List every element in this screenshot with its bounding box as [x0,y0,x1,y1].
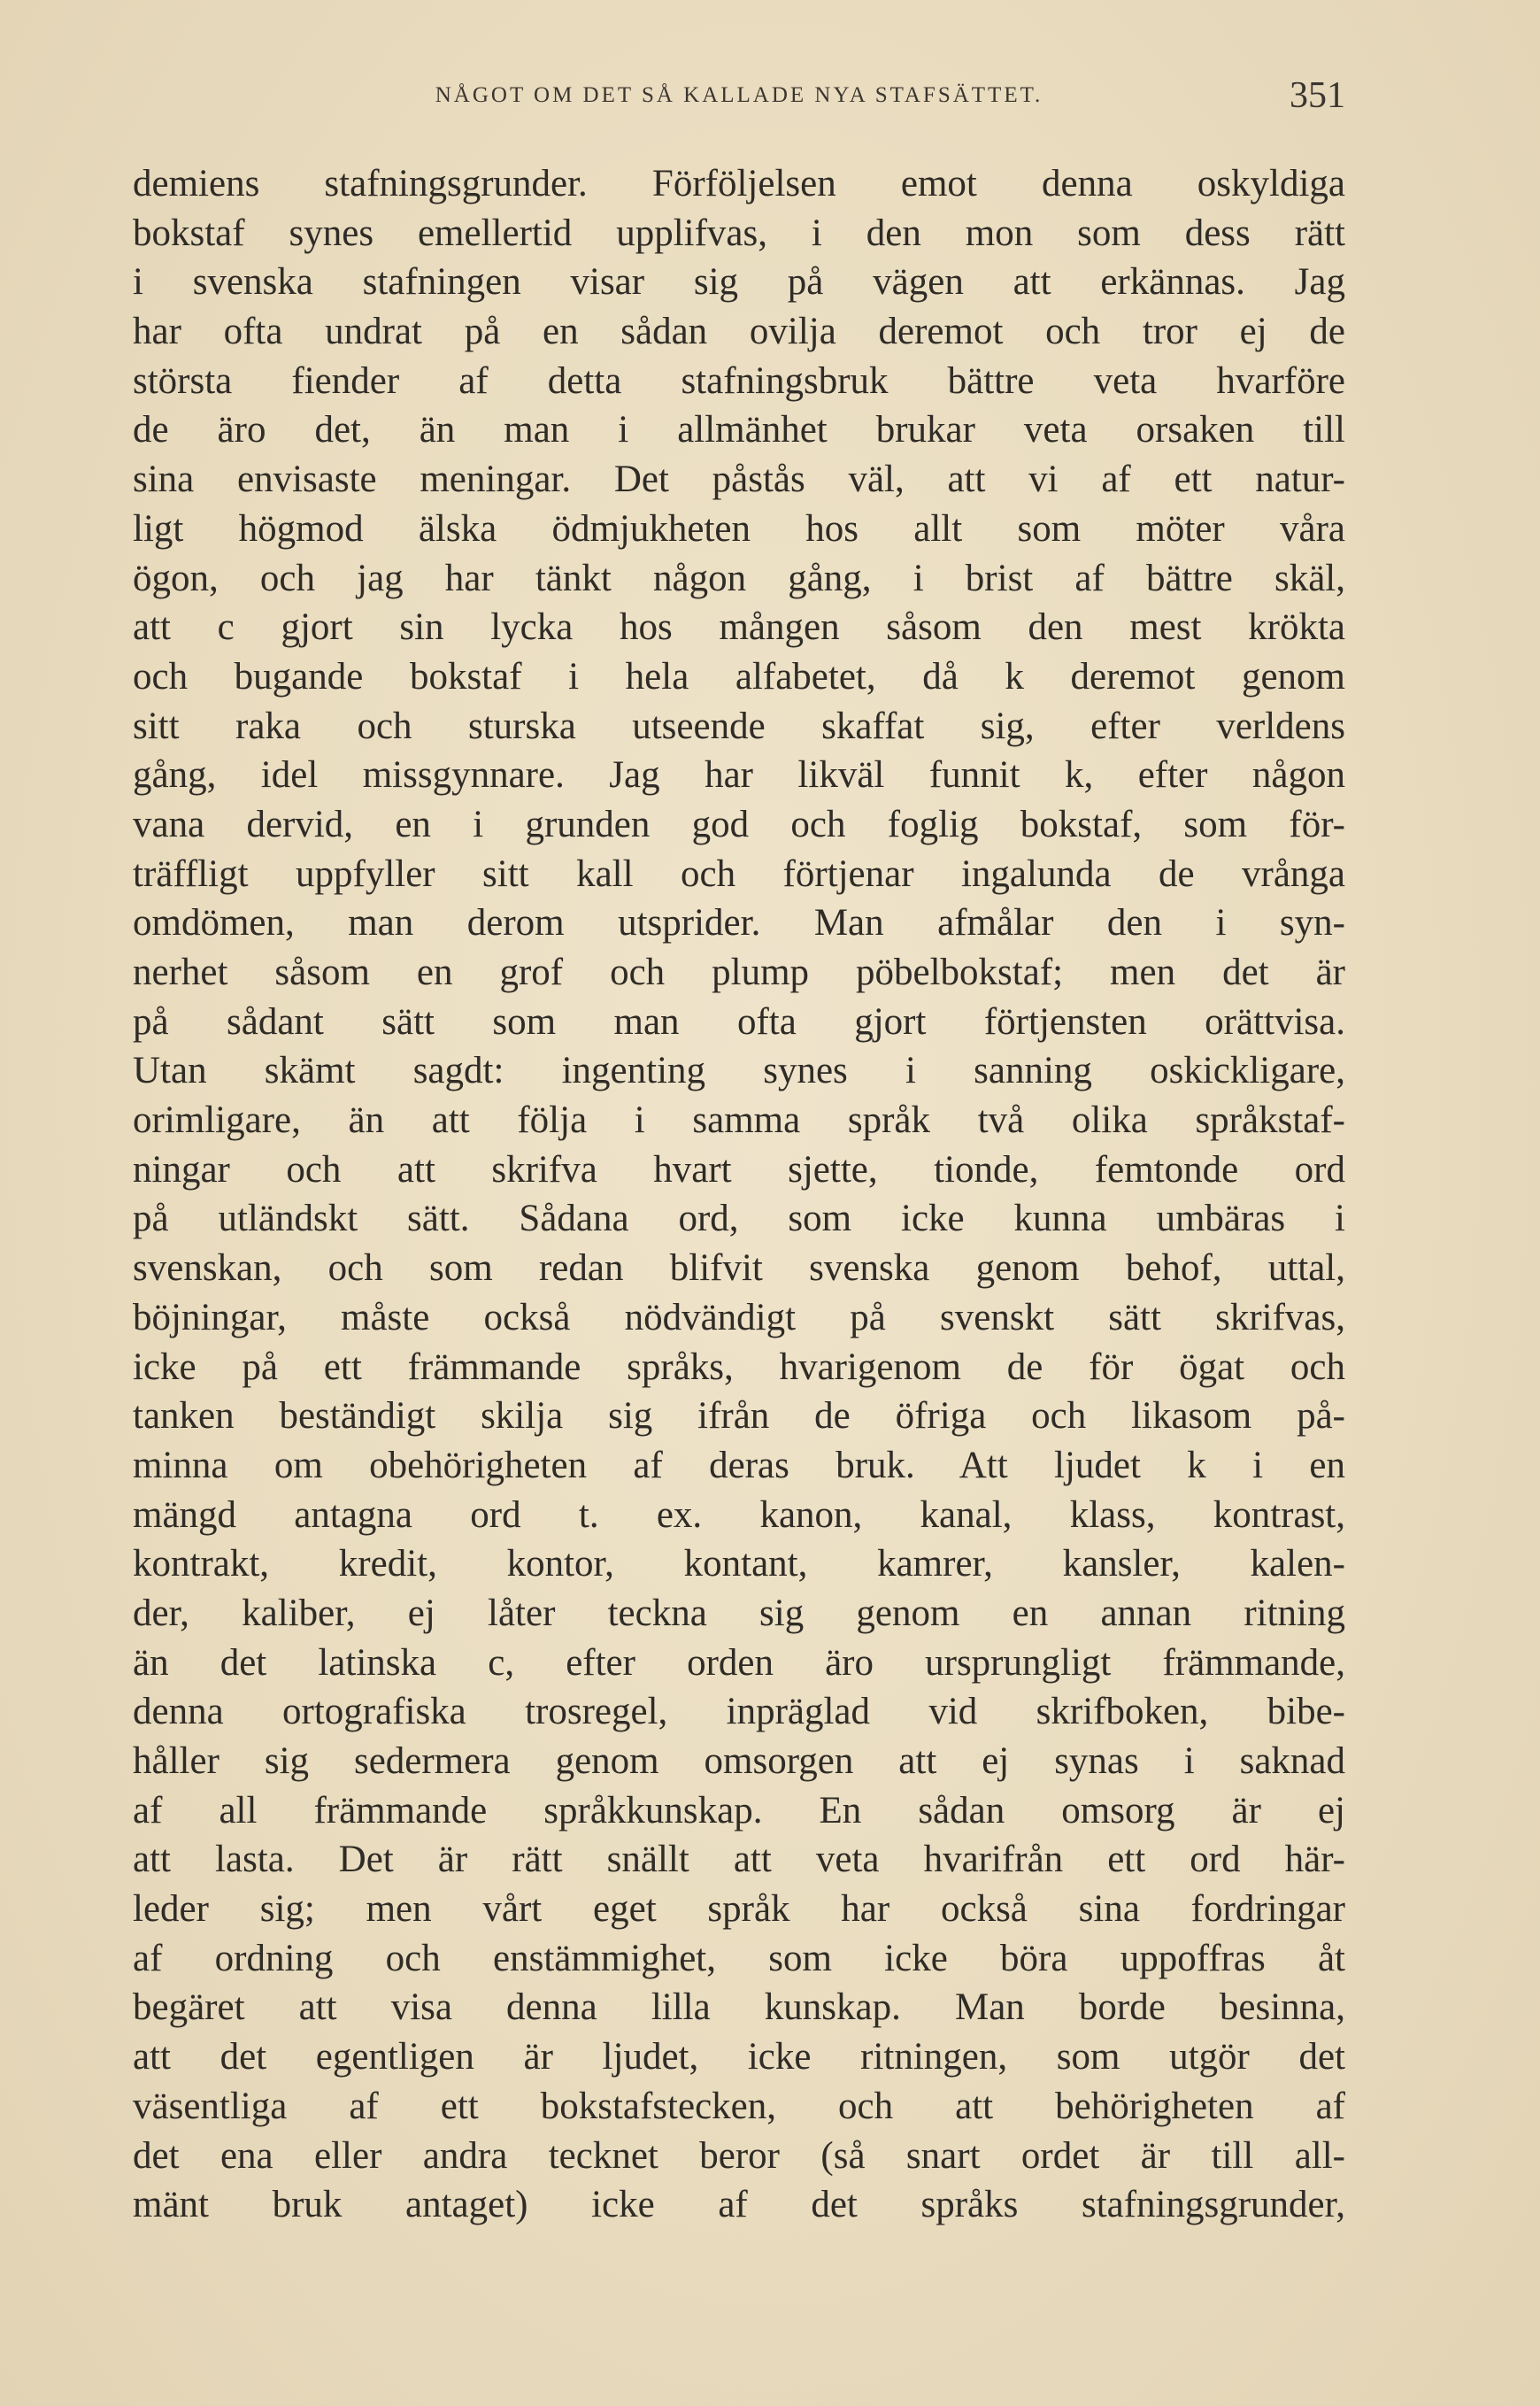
text-line: nerhet såsom en grof och plump pöbelbokstaf; men det är [133,952,1345,993]
text-line: än det latinska c, efter orden äro ursprungligt främmande, [133,1641,1345,1684]
text-line: ningar och att skrifva hvart sjette, tionde, femtonde ord [133,1148,1345,1191]
text-line: största fiender af detta stafningsbruk bättre veta hvarföre [133,359,1345,402]
text-line: i svenska stafningen visar sig på vägen att erkännas. Jag [133,261,1345,304]
text-line: minna om obehörigheten af deras bruk. Att ljudet k i en [133,1444,1345,1486]
text-line: bokstaf synes emellertid upplifvas, i den mon som dess rätt [133,212,1345,254]
text-line: på sådant sätt som man ofta gjort förtjensten orättvisa. [133,1000,1345,1043]
text-line: väsentliga af ett bokstafstecken, och att behörigheten af [133,2085,1345,2127]
text-line: och bugande bokstaf i hela alfabetet, då k deremot genom [133,655,1345,698]
text-line: begäret att visa denna lilla kunskap. Man borde besinna, [133,1986,1345,2029]
text-line: på utländskt sätt. Sådana ord, som icke kunna umbäras i [133,1198,1345,1240]
text-line: ligt högmod älska ödmjukheten hos allt som möter våra [133,507,1345,550]
text-line: mänt bruk antaget) icke af det språks stafningsgrunder, [133,2184,1345,2226]
text-line: sitt raka och sturska utseende skaffat sig, efter verldens [133,705,1345,747]
text-line: tanken beständigt skilja sig ifrån de öfriga och likasom på- [133,1395,1345,1438]
text-line: det ena eller andra tecknet beror (så snart ordet är till all- [133,2134,1345,2177]
text-line: omdömen, man derom utsprider. Man afmålar den i syn- [133,902,1345,945]
text-line: orimligare, än att följa i samma språk två olika språkstaf- [133,1099,1345,1142]
text-line: sina envisaste meningar. Det påstås väl, att vi af ett natur- [133,459,1345,501]
text-line: har ofta undrat på en sådan ovilja deremot och tror ej de [133,311,1345,353]
text-line: der, kaliber, ej låter teckna sig genom en annan ritning [133,1592,1345,1634]
text-line: de äro det, än man i allmänhet brukar veta orsaken till [133,409,1345,451]
text-line: af ordning och enstämmighet, som icke böra uppoffras åt [133,1937,1345,1979]
text-line: icke på ett främmande språks, hvarigenom de för ögat och [133,1346,1345,1388]
page-number: 351 [1290,75,1345,116]
text-line: denna ortografiska trosregel, inpräglad vid skrifboken, bibe- [133,1691,1345,1733]
text-line: kontrakt, kredit, kontor, kontant, kamrer, kansler, kalen- [133,1543,1345,1585]
text-line: demiens stafningsgrunder. Förföljelsen emot denna oskyldiga [133,163,1345,204]
text-line: Utan skämt sagdt: ingenting synes i sanning oskickligare, [133,1050,1345,1092]
text-line: att c gjort sin lycka hos mången såsom den mest krökta [133,606,1345,649]
text-line: leder sig; men vårt eget språk har också sina fordringar [133,1888,1345,1931]
text-line: mängd antagna ord t. ex. kanon, kanal, klass, kontrast, [133,1493,1345,1536]
text-line: vana dervid, en i grunden god och foglig bokstaf, som för- [133,803,1345,845]
text-line: håller sig sedermera genom omsorgen att ej synas i saknad [133,1740,1345,1782]
text-line: att det egentligen är ljudet, icke ritningen, som utgör det [133,2036,1345,2078]
page-header [133,74,1345,119]
text-line: att lasta. Det är rätt snällt att veta hvarifrån ett ord här- [133,1839,1345,1881]
body-text [133,159,1345,2230]
text-line: ögon, och jag har tänkt någon gång, i brist af bättre skäl, [133,557,1345,599]
running-title: NÅGOT OM DET SÅ KALLADE NYA STAFSÄTTET. [435,83,1043,107]
text-line: träffligt uppfyller sitt kall och förtjenar ingalunda de vrånga [133,852,1345,895]
text-line: svenskan, och som redan blifvit svenska genom behof, uttal, [133,1247,1345,1290]
text-line: böjningar, måste också nödvändigt på svenskt sätt skrifvas, [133,1296,1345,1338]
text-line: gång, idel missgynnare. Jag har likväl funnit k, efter någon [133,754,1345,797]
text-line: af all främmande språkkunskap. En sådan omsorg är ej [133,1789,1345,1831]
